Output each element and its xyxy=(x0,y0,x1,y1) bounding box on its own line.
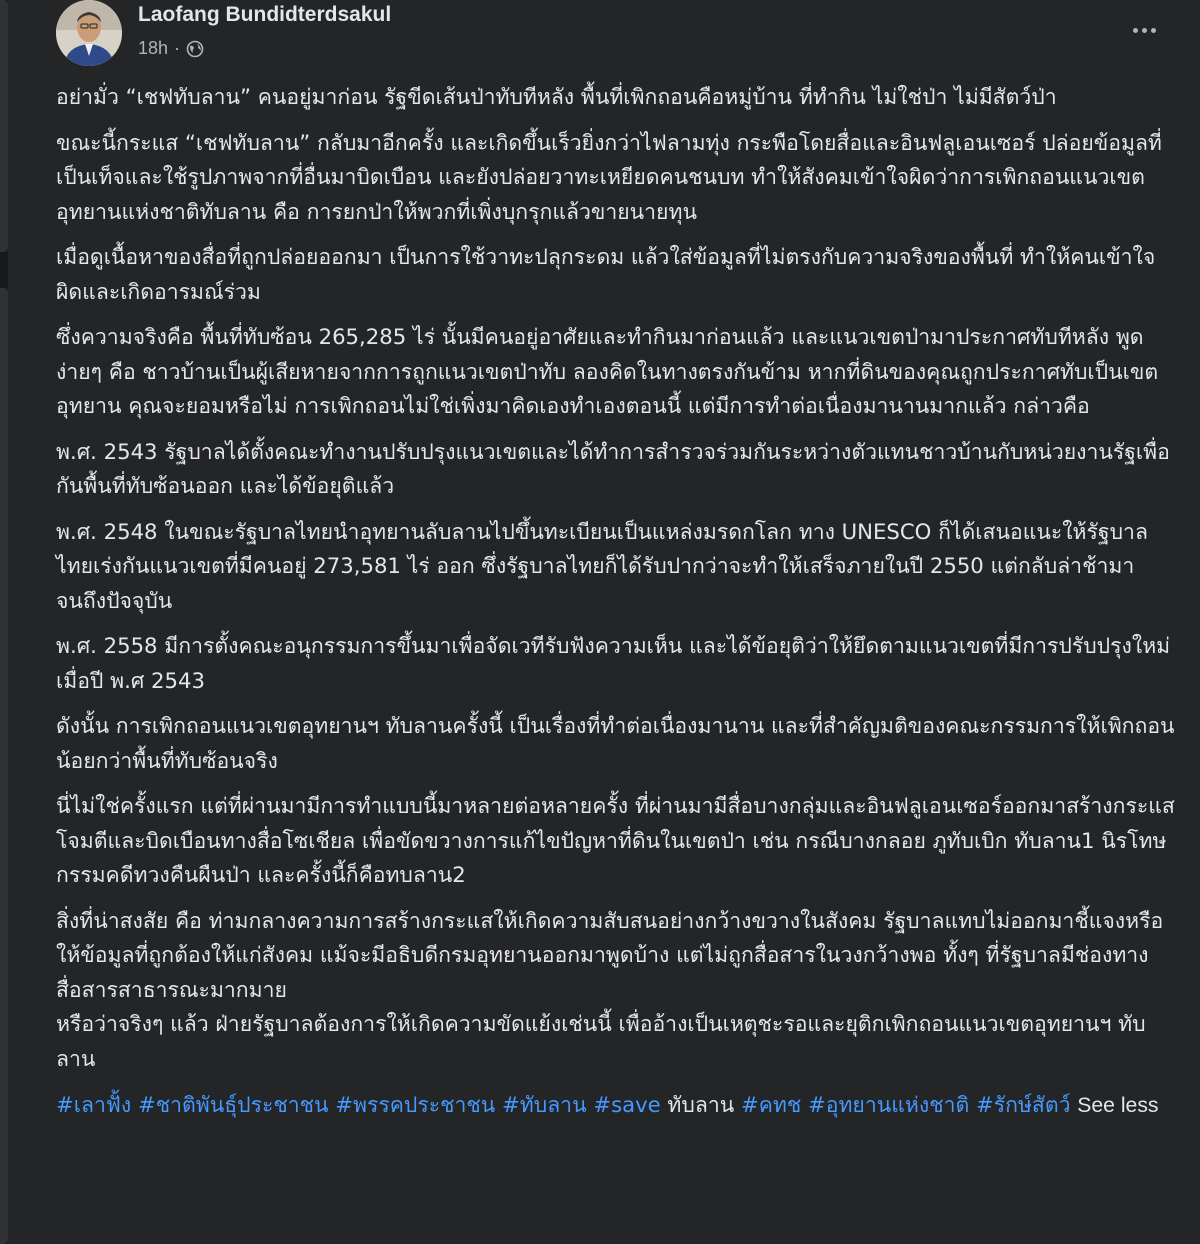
post-meta xyxy=(138,38,204,59)
post-paragraph: สิ่งที่น่าสงสัย คือ ท่ามกลางความการสร้างกระแสให้เกิดความสับสนอย่างกว้างขวางในสังคม รัฐบาลแทบไม่ออกมาชี้แจงหรือให้ข้อมูลที่ถูกต้องให้แก่สังคม แม้จะมีอธิบดีกรมอุทยานออกมาพูดบ้าง แต่ไม่ถูกสื่อสารในวงกว้างพอ ทั้งๆ ที่รัฐบาลมีช่องทางสื่อสารสาธารณะมากมาย xyxy=(56,907,1164,1002)
post-paragraph: ขณะนี้กระแส “เชฟทับลาน” กลับมาอีกครั้ง และเกิดขึ้นเร็วยิ่งกว่าไฟลามทุ่ง กระพือโดยสื่อและอินฟลูเอนเซอร์ ปล่อยข้อมูลที่เป็นเท็จและใช้รูปภาพจากที่อื่นมาบิดเบือน และยังปล่อยวาทะเหยียดคนชนบท ทำให้สังคมเข้าใจผิดว่าการเพิกถอนแนวเขตอุทยานแห่งชาติทับลาน คือ การยกป่าให้พวกที่เพิ่งบุกรุกแล้วขายนายทุน xyxy=(56,129,1162,224)
hashtag-link[interactable]: #พรรคประชาชน xyxy=(335,1092,496,1117)
see-less-button[interactable]: See less xyxy=(1077,1094,1159,1117)
globe-icon[interactable] xyxy=(186,40,204,58)
author-name[interactable]: Laofang Bundidterdsakul xyxy=(138,3,392,26)
left-edge-segment xyxy=(0,288,8,1244)
hashtag-link[interactable]: #save xyxy=(593,1092,661,1117)
left-edge-segment xyxy=(0,0,8,252)
left-edge-strip xyxy=(0,0,8,1244)
meta-separator: · xyxy=(174,38,181,58)
post-paragraph: พ.ศ. 2548 ในขณะรัฐบาลไทยนำอุทยานลับลานไปขึ้นทะเบียนเป็นแหล่งมรดกโลก ทาง UNESCO ก็ได้เสนอแนะให้รัฐบาลไทยเร่งกันแนวเขตที่มีคนอยู่ 273,581 ไร่ ออก ซึ่งรัฐบาลไทยก็ได้รับปากว่าจะทำให้เสร็จภายในปี 2550 แต่กลับล่าช้ามาจนถึงปัจจุบัน xyxy=(56,518,1148,613)
hashtag-link[interactable]: #รักษ์สัตว์ xyxy=(975,1092,1071,1117)
post-time[interactable]: 18h xyxy=(138,38,169,58)
hashtag-link[interactable]: #ทับลาน xyxy=(502,1092,587,1117)
hashtag-link[interactable]: #อุทยานแห่งชาติ xyxy=(807,1092,970,1117)
hashtag-link[interactable]: #คทช xyxy=(740,1092,802,1117)
avatar-image xyxy=(56,0,122,66)
post-paragraph: นี่ไม่ใช่ครั้งแรก แต่ที่ผ่านมามีการทำแบบนี้มาหลายต่อหลายครั้ง ที่ผ่านมามีสื่อบางกลุ่มและอินฟลูเอนเซอร์ออกมาสร้างกระแสโจมตีและบิดเบือนทางสื่อโซเชียล เพื่อขัดขวางการแก้ไขปัญหาที่ดินในเขตป่า เช่น กรณีบางกลอย ภูทับเบิก ทับลาน1 นิรโทษกรรมคดีทวงคืนผืนป่า และครั้งนี้ก็คือทบลาน2 xyxy=(56,793,1175,887)
post-paragraph: พ.ศ. 2543 รัฐบาลได้ตั้งคณะทำงานปรับปรุงแนวเขตและได้ทำการสำรวจร่วมกันระหว่างตัวแทนชาวบ้านกับหน่วยงานรัฐเพื่อกันพื้นที่ทับซ้อนออก และได้ข้อยุติแล้ว xyxy=(56,438,1170,498)
post-body xyxy=(56,80,1178,1124)
post-paragraph: ดังนั้น การเพิกถอนแนวเขตอุทยานฯ ทับลานครั้งนี้ เป็นเรื่องที่ทำต่อเนื่องมานาน และที่สำคัญมติของคณะกรรมการให้เพิกถอนน้อยกว่าพื้นที่ทับซ้อนจริง xyxy=(56,713,1175,773)
post-paragraph: เมื่อดูเนื้อหาของสื่อที่ถูกปล่อยออกมา เป็นการใช้วาทะปลุกระดม แล้วใส่ข้อมูลที่ไม่ตรงกับความจริงของพื้นที่ ทำให้คนเข้าใจผิดและเกิดอารมณ์ร่วม xyxy=(56,244,1156,304)
post-paragraph: อย่ามั่ว “เชฟทับลาน” คนอยู่มาก่อน รัฐขีดเส้นป่าทับทีหลัง พื้นที่เพิกถอนคือหมู่บ้าน ที่ทำกิน ไม่ใช่ป่า ไม่มีสัตว์ป่า xyxy=(56,84,1057,109)
hashtag-link[interactable]: #เลาฟั้ง xyxy=(56,1092,132,1117)
post-paragraph: หรือว่าจริงๆ แล้ว ฝ่ายรัฐบาลต้องการให้เกิดความขัดแย้งเช่นนี้ เพื่ออ้างเป็นเหตุชะรอและยุติกเพิกถอนแนวเขตอุทยานฯ ทับลาน xyxy=(56,1011,1146,1071)
hashtag-plain-text: ทับลาน xyxy=(660,1092,735,1117)
post-paragraph: พ.ศ. 2558 มีการตั้งคณะอนุกรรมการขึ้นมาเพื่อจัดเวทีรับฟังความเห็น และได้ข้อยุติว่าให้ยึดตามแนวเขตที่มีการปรับปรุงใหม่เมื่อปี พ.ศ 2543 xyxy=(56,633,1171,693)
avatar[interactable] xyxy=(56,0,122,66)
post-paragraph: ซึ่งความจริงคือ พื้นที่ทับซ้อน 265,285 ไร่ นั้นมีคนอยู่อาศัยและทำกินมาก่อนแล้ว และแนวเขตป่ามาประกาศทับทีหลัง พูดง่ายๆ คือ ชาวบ้านเป็นผู้เสียหายจากการถูกแนวเขตป่าทับ ลองคิดในทางตรงกันข้าม หากที่ดินของคุณถูกประกาศทับเป็นเขตอุทยาน คุณจะยอมหรือไม่ การเพิกถอนไม่ใช่เพิ่งมาคิดเองทำเองตอนนี้ แต่มีการทำต่อเนื่องมานานมากแล้ว กล่าวคือ xyxy=(56,324,1159,418)
hashtag-link[interactable]: #ชาติพันธุ์ประชาชน xyxy=(137,1092,329,1117)
hashtag-line xyxy=(56,1088,1178,1124)
more-options-icon[interactable] xyxy=(1126,18,1162,42)
post-header xyxy=(56,0,1186,72)
